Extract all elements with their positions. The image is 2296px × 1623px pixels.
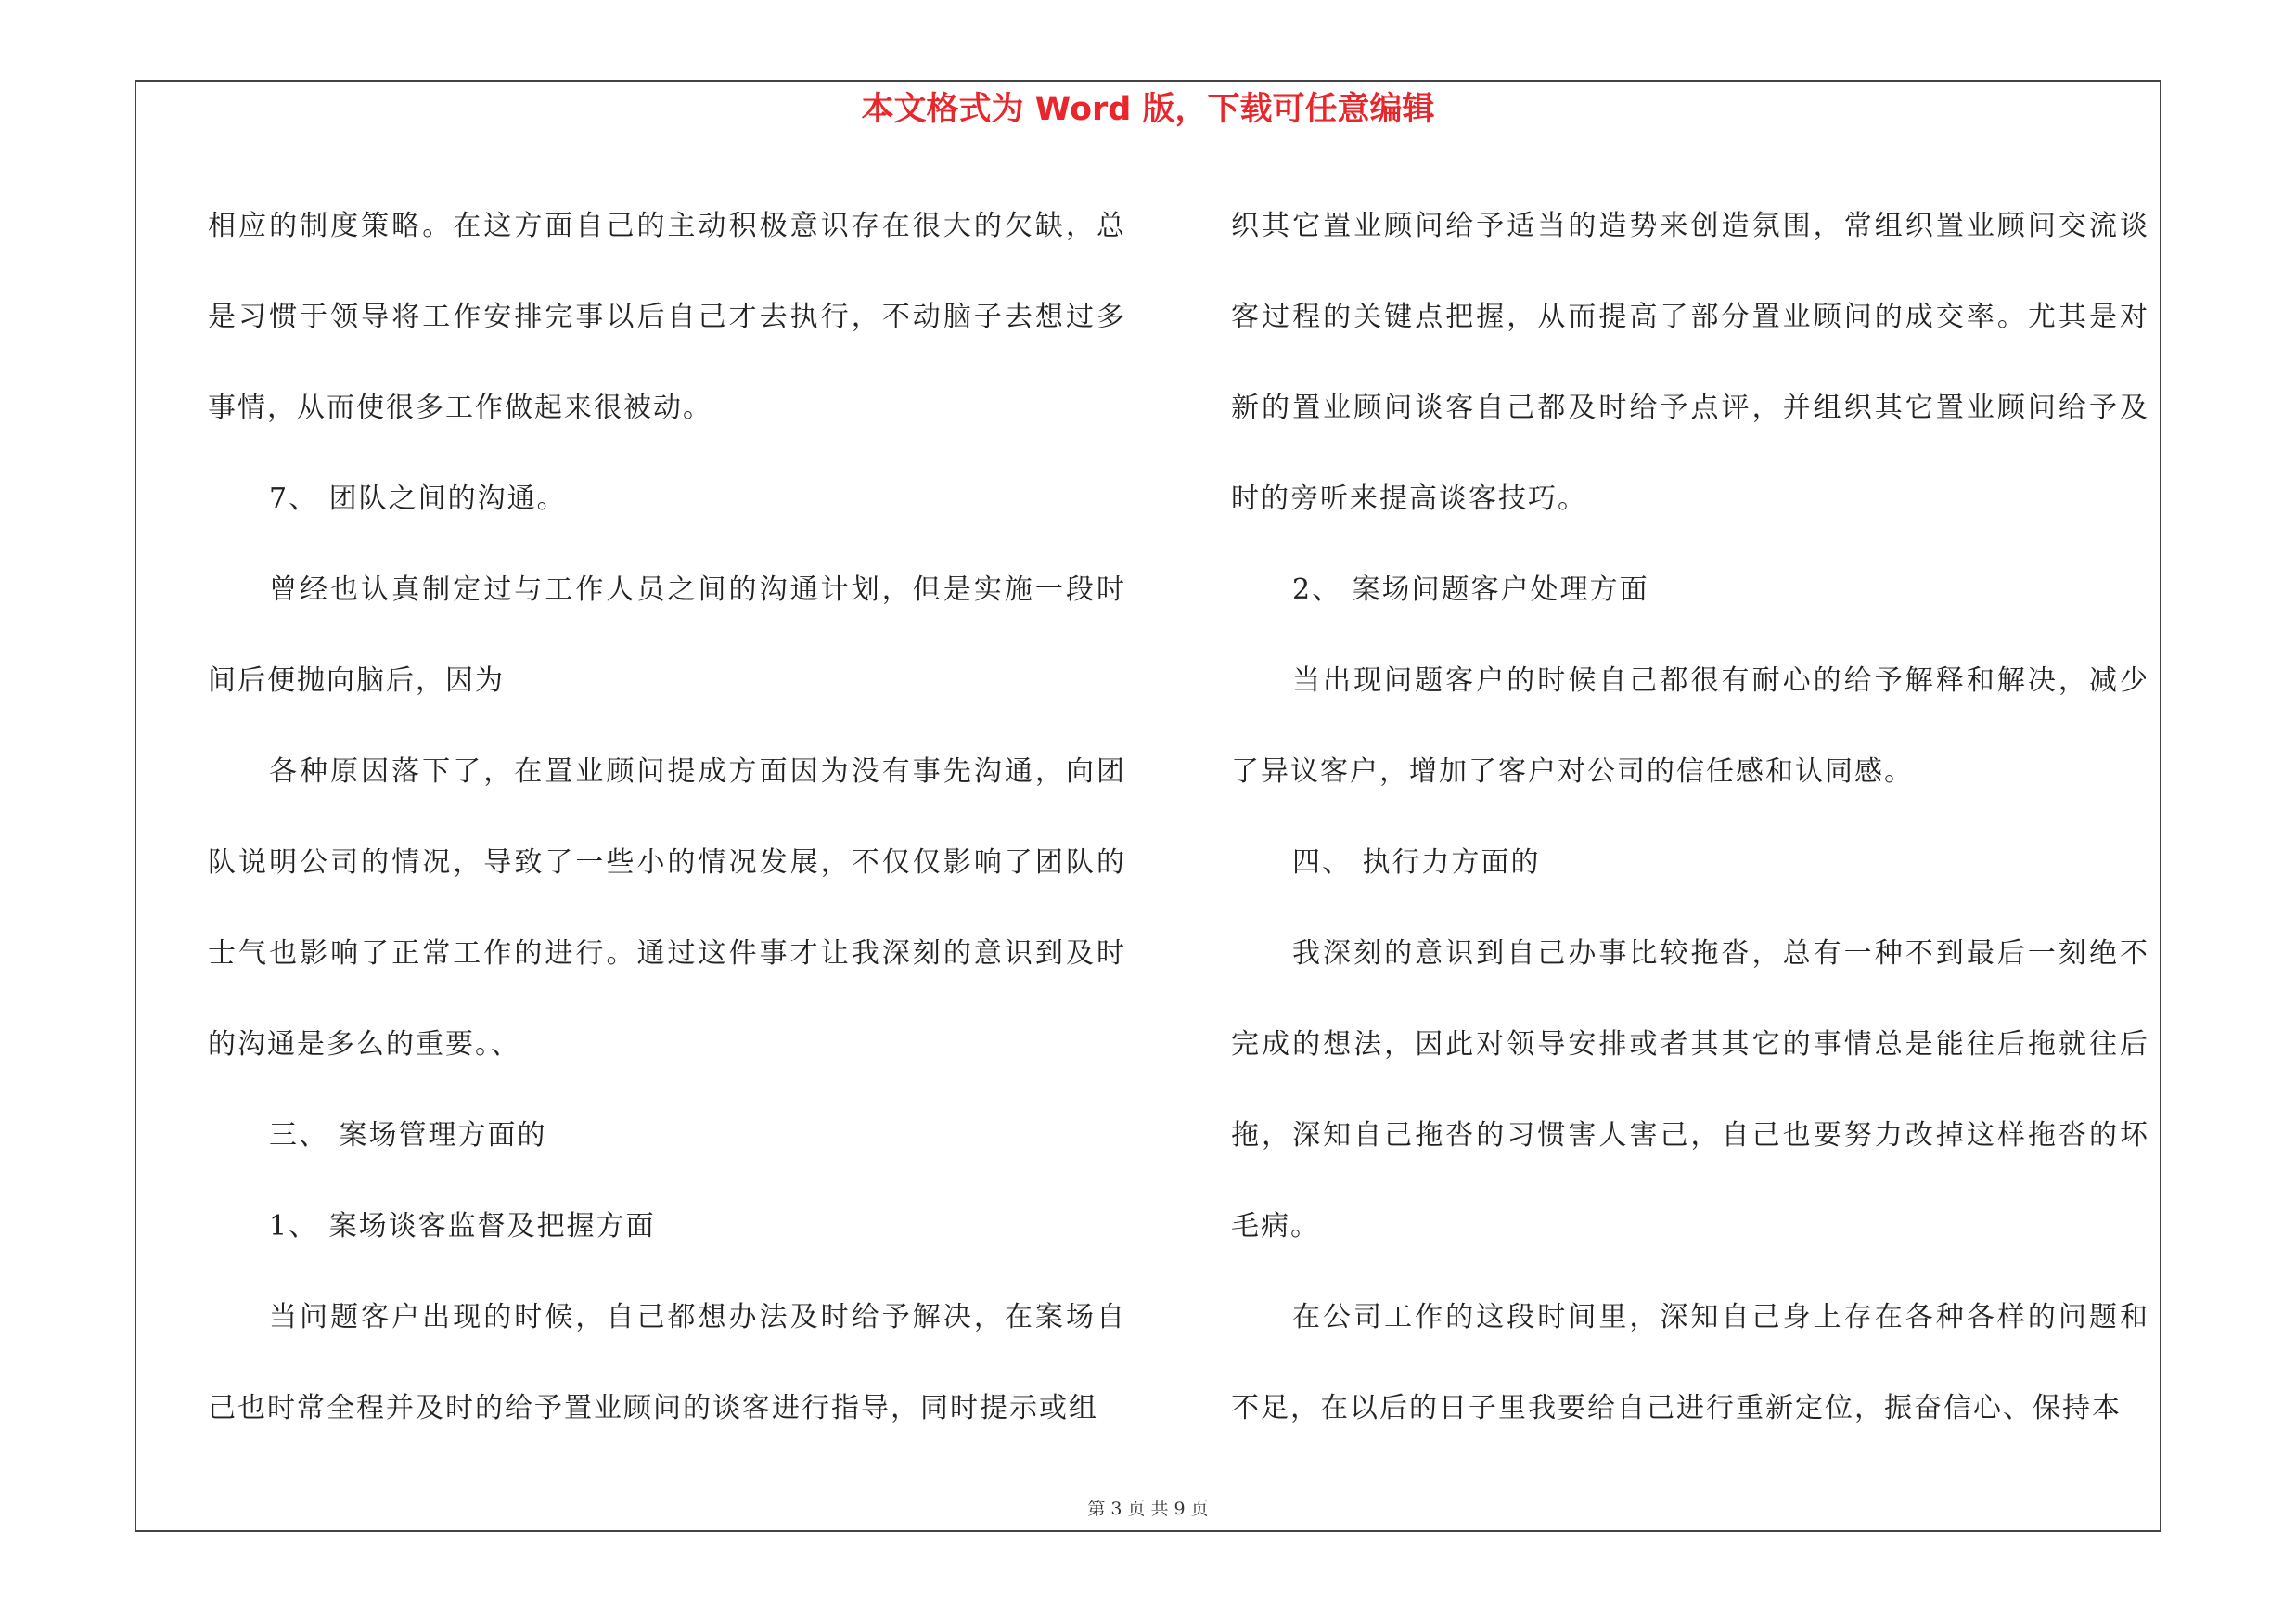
page-number: 第 3 页 共 9 页 [1087,1499,1209,1519]
paragraph: 我深刻的意识到自己办事比较拖沓，总有一种不到最后一刻绝不完成的想法，因此对领导安排或者其其它的事情总是能往后拖就往后拖，深知自己拖沓的习惯害人害己，自己也要努力改掉这样拖沓的坏毛病。 [1231,937,2149,1243]
section-heading-3: 三、 案场管理方面的 [269,1119,547,1152]
paragraph: 各种原因落下了，在置业顾问提成方面因为没有事先沟通，向团队说明公司的情况，导致了一些小的情况发展，不仅仅影响了团队的士气也影响了正常工作的进行。通过这件事才让我深刻的意识到及时的沟通是多么的重要。、 [208,755,1126,1061]
section-heading-7: 7、 团队之间的沟通。 [269,483,567,515]
paragraph: 当出现问题客户的时候自己都很有耐心的给予解释和解决，减少了异议客户，增加了客户对公司的信任感和认同感。 [1231,664,2149,788]
paragraph: 曾经也认真制定过与工作人员之间的沟通计划，但是实施一段时间后便抛向脑后，因为 [208,573,1126,697]
right-column [1231,181,2149,1454]
paragraph: 在公司工作的这段时间里，深知自己身上存在各种各样的问题和不足，在以后的日子里我要给自己进行重新定位，振奋信心、保持本 [1231,1301,2149,1424]
word-format-banner: 本文格式为 Word 版，下载可任意编辑 [861,91,1435,128]
paragraph-continuation: 相应的制度策略。在这方面自己的主动积极意识存在很大的欠缺，总是习惯于领导将工作安排完事以后自己才去执行，不动脑子去想过多事情，从而使很多工作做起来很被动。 [208,210,1126,424]
subsection-heading-2: 2、 案场问题客户处理方面 [1292,573,1649,606]
subsection-heading-1: 1、 案场谈客监督及把握方面 [269,1210,656,1243]
left-column [208,181,1126,1454]
paragraph-continuation: 织其它置业顾问给予适当的造势来创造氛围，常组织置业顾问交流谈客过程的关键点把握，从而提高了部分置业顾问的成交率。尤其是对新的置业顾问谈客自己都及时给予点评，并组织其它置业顾问给予及时的旁听来提高谈客技巧。 [1231,210,2149,515]
section-heading-4: 四、 执行力方面的 [1292,846,1541,879]
paragraph: 当问题客户出现的时候，自己都想办法及时给予解决，在案场自己也时常全程并及时的给予置业顾问的谈客进行指导，同时提示或组 [208,1301,1126,1424]
